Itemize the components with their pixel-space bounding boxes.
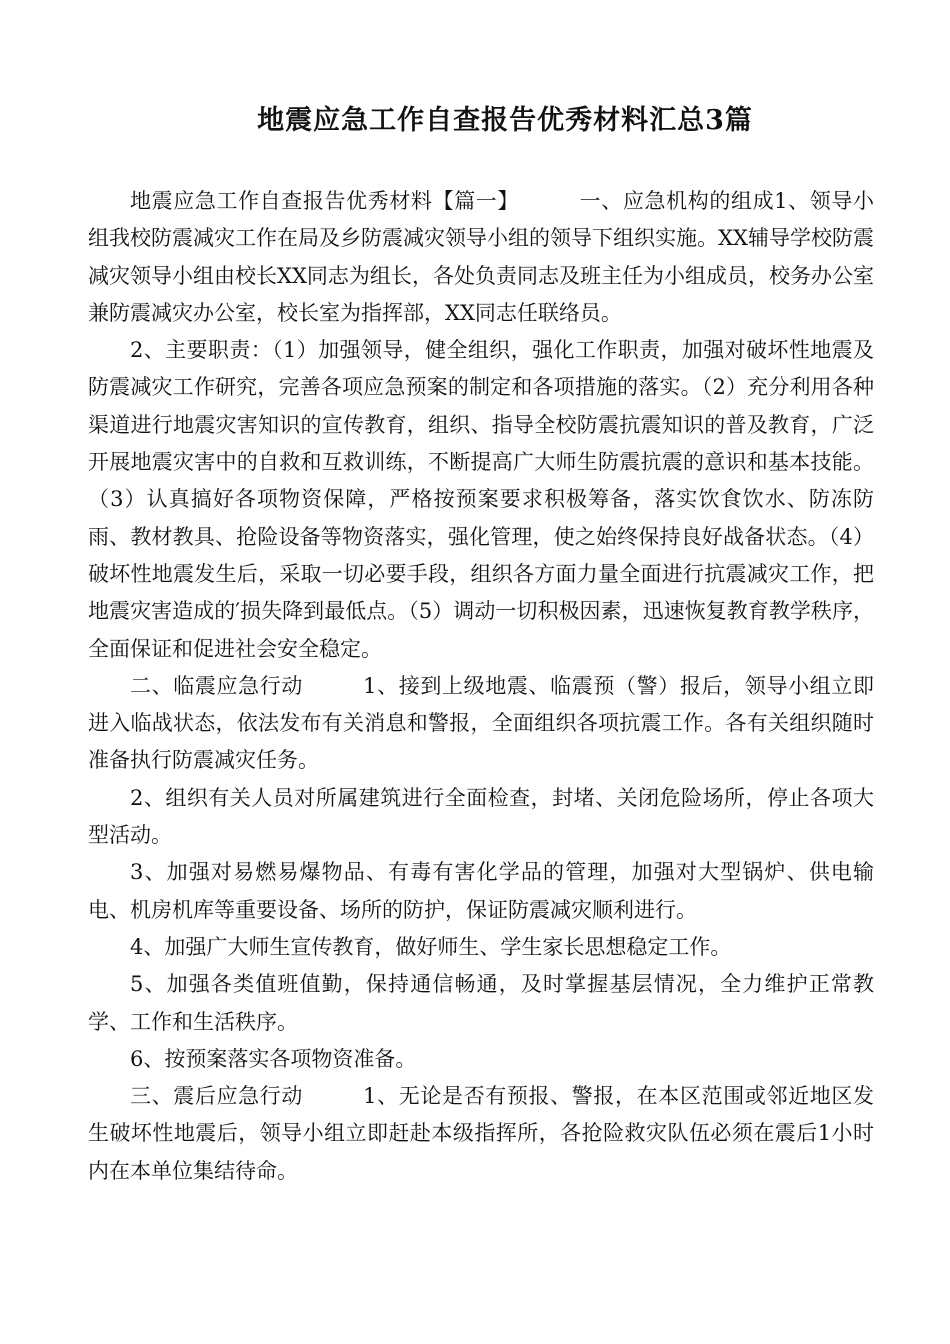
- paragraph-item-6: [88, 1041, 874, 1078]
- paragraph-text: 1、无论是否有预报、警报，在本区范围或邻近地区发生破坏性地震后，领导小组立即赶赴本级指挥所，各抢险救灾队伍必须在震后1小时内在本单位集结待命。: [88, 1084, 875, 1183]
- paragraph-text: 一、应急机构的组成1、领导小组我校防震减灾工作在局及乡防震减灾领导小组的领导下组织实施。XX辅导学校防震减灾领导小组由校长XX同志为组长，各处负责同志及班主任为小组成员，校务办公室兼防震减灾办公室，校长室为指挥部，XX同志任联络员。: [88, 189, 874, 325]
- paragraph-text: 1、接到上级地震、临震预（警）报后，领导小组立即进入临战状态，依法发布有关消息和警报，全面组织各项抗震工作。各有关组织随时准备执行防震减灾任务。: [88, 673, 875, 773]
- paragraph-item-2: [88, 780, 874, 855]
- paragraph-item-4: [88, 929, 874, 966]
- paragraph-item-5: [88, 966, 874, 1041]
- paragraph-section-1-intro: [88, 183, 874, 332]
- paragraph-section-2-intro: [88, 668, 874, 780]
- document-body: [88, 183, 874, 1190]
- paragraph-text: 3、加强对易燃易爆物品、有毒有害化学品的管理，加强对大型锅炉、供电输电、机房机库等重要设备、场所的防护，保证防震减灾顺利进行。: [88, 860, 874, 922]
- paragraph-text: 6、按预案落实各项物资准备。: [130, 1046, 417, 1071]
- paragraph-text: 2、组织有关人员对所属建筑进行全面检查，封堵、关闭危险场所，停止各项大型活动。: [88, 785, 874, 848]
- paragraph-item-3: [88, 854, 874, 929]
- paragraph-text: 4、加强广大师生宣传教育，做好师生、学生家长思想稳定工作。: [130, 934, 732, 959]
- paragraph-lead: 三、震后应急行动: [130, 1084, 304, 1109]
- paragraph-lead: 二、临震应急行动: [130, 673, 304, 698]
- paragraph-section-3-intro: [88, 1078, 874, 1190]
- paragraph-duties: [88, 332, 874, 668]
- paragraph-text: 2、主要职责：（1）加强领导，健全组织，强化工作职责，加强对破坏性地震及防震减灾工作研究，完善各项应急预案的制定和各项措施的落实。（2）充分利用各种渠道进行地震灾害知识的宣传教育，组织、指导全校防震抗震知识的普及教育，广泛开展地震灾害中的自救和互救训练，不断提高广大师生防震抗震的意识和基本技能。（3）认真搞好各项物资保障，严格按预案要求积极筹备，落实饮食饮水、防冻防雨、教材教具、抢险设备等物资落实，强化管理，使之始终保持良好战备状态。（4）破坏性地震发生后，采取一切必要手段，组织各方面力量全面进行抗震减灾工作，把地震灾害造成的′损失降到最低点。（5）调动一切积极因素，迅速恢复教育教学秩序，全面保证和促进社会安全稳定。: [88, 338, 874, 661]
- paragraph-lead: 地震应急工作自查报告优秀材料【篇一】: [130, 189, 520, 213]
- document-title: 地震应急工作自查报告优秀材料汇总3篇: [257, 105, 753, 136]
- paragraph-text: 5、加强各类值班值勤，保持通信畅通，及时掌握基层情况，全力维护正常教学、工作和生活秩序。: [88, 972, 874, 1034]
